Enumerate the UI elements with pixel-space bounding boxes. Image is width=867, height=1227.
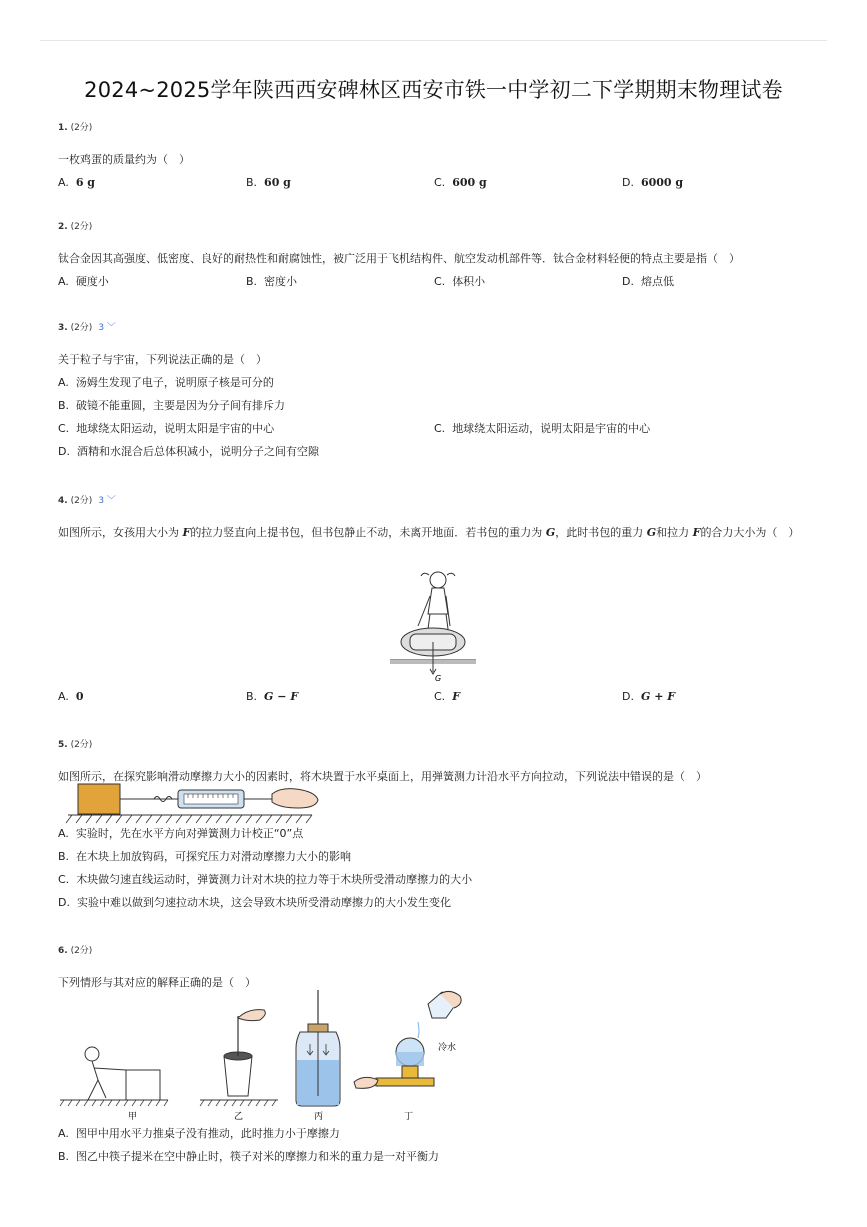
option-row <box>58 417 818 440</box>
question-number: 5. <box>58 740 68 750</box>
option-key: C. <box>434 176 446 189</box>
question-stem: 钛合金因其高强度、低密度、良好的耐热性和耐腐蚀性，被广泛用于飞机结构件、航空发动机部件等．钛合金材料轻便的特点主要是指（ ） <box>58 252 740 265</box>
option-b[interactable] <box>246 270 297 293</box>
option-key: C. <box>434 275 446 288</box>
option-text: 地球绕太阳运动，说明太阳是宇宙的中心 <box>76 422 275 435</box>
hand-icon <box>238 1010 265 1021</box>
option-b[interactable] <box>246 685 298 708</box>
option-key: B. <box>246 176 258 189</box>
option-a[interactable] <box>58 270 109 293</box>
option-text: G + F <box>640 690 676 703</box>
option-text: 0 <box>75 690 84 703</box>
option-text: 木块做匀速直线运动时，弹簧测力计对木块的拉力等于木块所受滑动摩擦力的大小 <box>76 873 473 886</box>
option-text: 密度小 <box>264 275 298 288</box>
option-key: D. <box>58 896 70 909</box>
math-symbol: G <box>646 526 657 539</box>
option-row <box>58 1145 818 1168</box>
option-key: B. <box>58 850 70 863</box>
option-text: 实验时，先在水平方向对弹簧测力计校正“0”点 <box>75 827 304 840</box>
stem-text: 的拉力竖直向上提书包，但书包静止不动，未离开地面．若书包的重力为 <box>190 526 546 539</box>
option-b[interactable] <box>58 394 285 417</box>
question-5-options <box>58 822 818 914</box>
four-situations-figure <box>56 988 468 1122</box>
option-a[interactable] <box>58 822 303 845</box>
figure-label: 甲 <box>128 1112 138 1122</box>
stem-text: ，此时书包的重力 <box>555 526 647 539</box>
option-key: A. <box>58 827 69 840</box>
chevron-down-icon: ﹀ <box>106 496 116 506</box>
option-key: A. <box>58 1127 69 1140</box>
page-title: 2024~2025学年陕西西安碑林区西安市铁一中学初二下学期期末物理试卷 <box>84 78 783 102</box>
hand-icon <box>354 1077 378 1088</box>
figure-bing <box>296 990 340 1122</box>
option-text: 6 g <box>75 176 96 189</box>
question-score: (2分) <box>70 740 93 750</box>
option-text: 破镜不能重圆，主要是因为分子间有排斥力 <box>76 399 286 412</box>
option-key: A. <box>58 176 69 189</box>
question-6-options <box>58 1122 818 1168</box>
question-header <box>58 321 818 335</box>
option-d[interactable] <box>58 440 319 463</box>
option-key: D. <box>622 275 634 288</box>
question-stem: 下列情形与其对应的解释正确的是（ ） <box>58 976 256 989</box>
related-count-toggle[interactable] <box>98 496 116 506</box>
option-key: A. <box>58 376 69 389</box>
option-key: D. <box>622 690 634 703</box>
question-number: 4. <box>58 496 68 506</box>
option-key: C. <box>58 873 70 886</box>
option-row <box>58 822 818 845</box>
figure-jia <box>60 1047 168 1122</box>
option-row <box>58 394 818 417</box>
figure-yi <box>200 1010 278 1122</box>
question-header <box>58 220 818 234</box>
question-stem <box>58 522 810 544</box>
question-number: 3. <box>58 323 68 333</box>
option-c[interactable] <box>434 171 487 194</box>
option-b[interactable] <box>58 1145 439 1168</box>
question-6 <box>58 944 818 994</box>
spring-scale-friction-figure <box>58 782 322 824</box>
question-score: (2分) <box>70 123 93 133</box>
option-b[interactable] <box>246 171 291 194</box>
option-text: 6000 g <box>640 176 684 189</box>
option-c[interactable] <box>58 417 274 440</box>
wood-block <box>78 784 120 814</box>
option-key: A. <box>58 690 69 703</box>
option-text: 60 g <box>264 176 291 189</box>
question-number: 6. <box>58 946 68 956</box>
question-3 <box>58 321 818 463</box>
option-text: 地球绕太阳运动，说明太阳是宇宙的中心 <box>452 422 651 435</box>
question-number: 1. <box>58 123 68 133</box>
question-score: (2分) <box>70 323 93 333</box>
question-4-options <box>58 685 818 708</box>
math-symbol: F <box>692 526 701 539</box>
option-key: B. <box>58 1150 70 1163</box>
question-header <box>58 494 818 508</box>
stem-text: 的合力大小为（ ） <box>700 526 800 539</box>
option-d[interactable] <box>622 685 675 708</box>
option-key: B. <box>246 690 258 703</box>
question-score: (2分) <box>70 222 93 232</box>
question-stem: 如图所示，在探究影响滑动摩擦力大小的因素时，将木块置于水平桌面上，用弹簧测力计沿水平方向拉动，下列说法中错误的是（ ） <box>58 770 707 783</box>
option-c[interactable] <box>434 685 460 708</box>
option-row <box>58 371 818 394</box>
top-divider <box>40 40 827 41</box>
option-key: C. <box>434 422 446 435</box>
option-text: 在木块上加放钩码，可探究压力对滑动摩擦力大小的影响 <box>76 850 352 863</box>
figure-label: 丁 <box>404 1112 414 1122</box>
option-row <box>58 891 818 914</box>
question-header <box>58 738 818 752</box>
option-text: 体积小 <box>452 275 486 288</box>
question-4 <box>58 494 818 544</box>
related-count: 3 <box>98 323 105 333</box>
math-symbol: G <box>545 526 556 539</box>
option-text: 酒精和水混合后总体积减小，说明分子之间有空隙 <box>76 445 319 458</box>
option-d[interactable] <box>622 171 683 194</box>
option-row <box>58 845 818 868</box>
option-key: C. <box>58 422 70 435</box>
option-a[interactable] <box>58 371 274 394</box>
option-row <box>58 440 818 463</box>
option-d[interactable] <box>58 891 451 914</box>
cold-water-label: 冷水 <box>438 1043 457 1053</box>
gravity-label: G <box>435 674 442 683</box>
related-count-toggle[interactable] <box>98 323 116 333</box>
option-key: B. <box>246 275 258 288</box>
figure-ding <box>354 991 461 1122</box>
chevron-down-icon: ﹀ <box>106 323 116 333</box>
option-text: 600 g <box>452 176 487 189</box>
option-b[interactable] <box>58 845 351 868</box>
stem-text: 和拉力 <box>656 526 693 539</box>
question-1 <box>58 121 818 194</box>
question-score: (2分) <box>70 496 93 506</box>
option-d[interactable] <box>622 270 674 293</box>
option-a[interactable] <box>58 685 83 708</box>
option-row <box>58 270 818 293</box>
girl-lifting-bag-figure <box>388 566 478 686</box>
option-key: D. <box>58 445 70 458</box>
figure-label: 丙 <box>314 1112 324 1122</box>
option-text: 熔点低 <box>640 275 674 288</box>
option-key: A. <box>58 275 69 288</box>
question-header <box>58 121 818 135</box>
option-row <box>58 868 818 891</box>
question-stem: 关于粒子与宇宙，下列说法正确的是（ ） <box>58 353 267 366</box>
option-a[interactable] <box>58 171 95 194</box>
option-text: G − F <box>264 690 299 703</box>
option-c[interactable] <box>434 270 485 293</box>
option-text: 实验中难以做到匀速拉动木块，这会导致木块所受滑动摩擦力的大小发生变化 <box>76 896 451 909</box>
option-a[interactable] <box>58 1122 340 1145</box>
option-row <box>58 1122 818 1145</box>
related-count: 3 <box>98 496 105 506</box>
option-row <box>58 685 818 708</box>
option-key: C. <box>434 690 446 703</box>
option-text: 汤姆生发现了电子，说明原子核是可分的 <box>75 376 274 389</box>
option-key: D. <box>622 176 634 189</box>
hand-icon <box>272 789 318 808</box>
math-symbol: F <box>182 526 191 539</box>
question-5 <box>58 738 818 788</box>
option-row <box>58 171 818 194</box>
question-2 <box>58 220 818 293</box>
figure-label: 乙 <box>234 1112 244 1122</box>
option-text: 硬度小 <box>75 275 109 288</box>
question-stem: 一枚鸡蛋的质量约为（ ） <box>58 153 190 166</box>
option-text: 图乙中筷子提米在空中静止时，筷子对米的摩擦力和米的重力是一对平衡力 <box>76 1150 440 1163</box>
option-text: 图甲中用水平力推桌子没有推动，此时推力小于摩擦力 <box>75 1127 340 1140</box>
question-header <box>58 944 818 958</box>
option-key: B. <box>58 399 70 412</box>
option-text: F <box>452 690 460 703</box>
option-c-duplicate[interactable] <box>434 417 650 440</box>
stem-text: 如图所示，女孩用大小为 <box>58 526 183 539</box>
question-score: (2分) <box>70 946 93 956</box>
option-c[interactable] <box>58 868 472 891</box>
question-number: 2. <box>58 222 68 232</box>
